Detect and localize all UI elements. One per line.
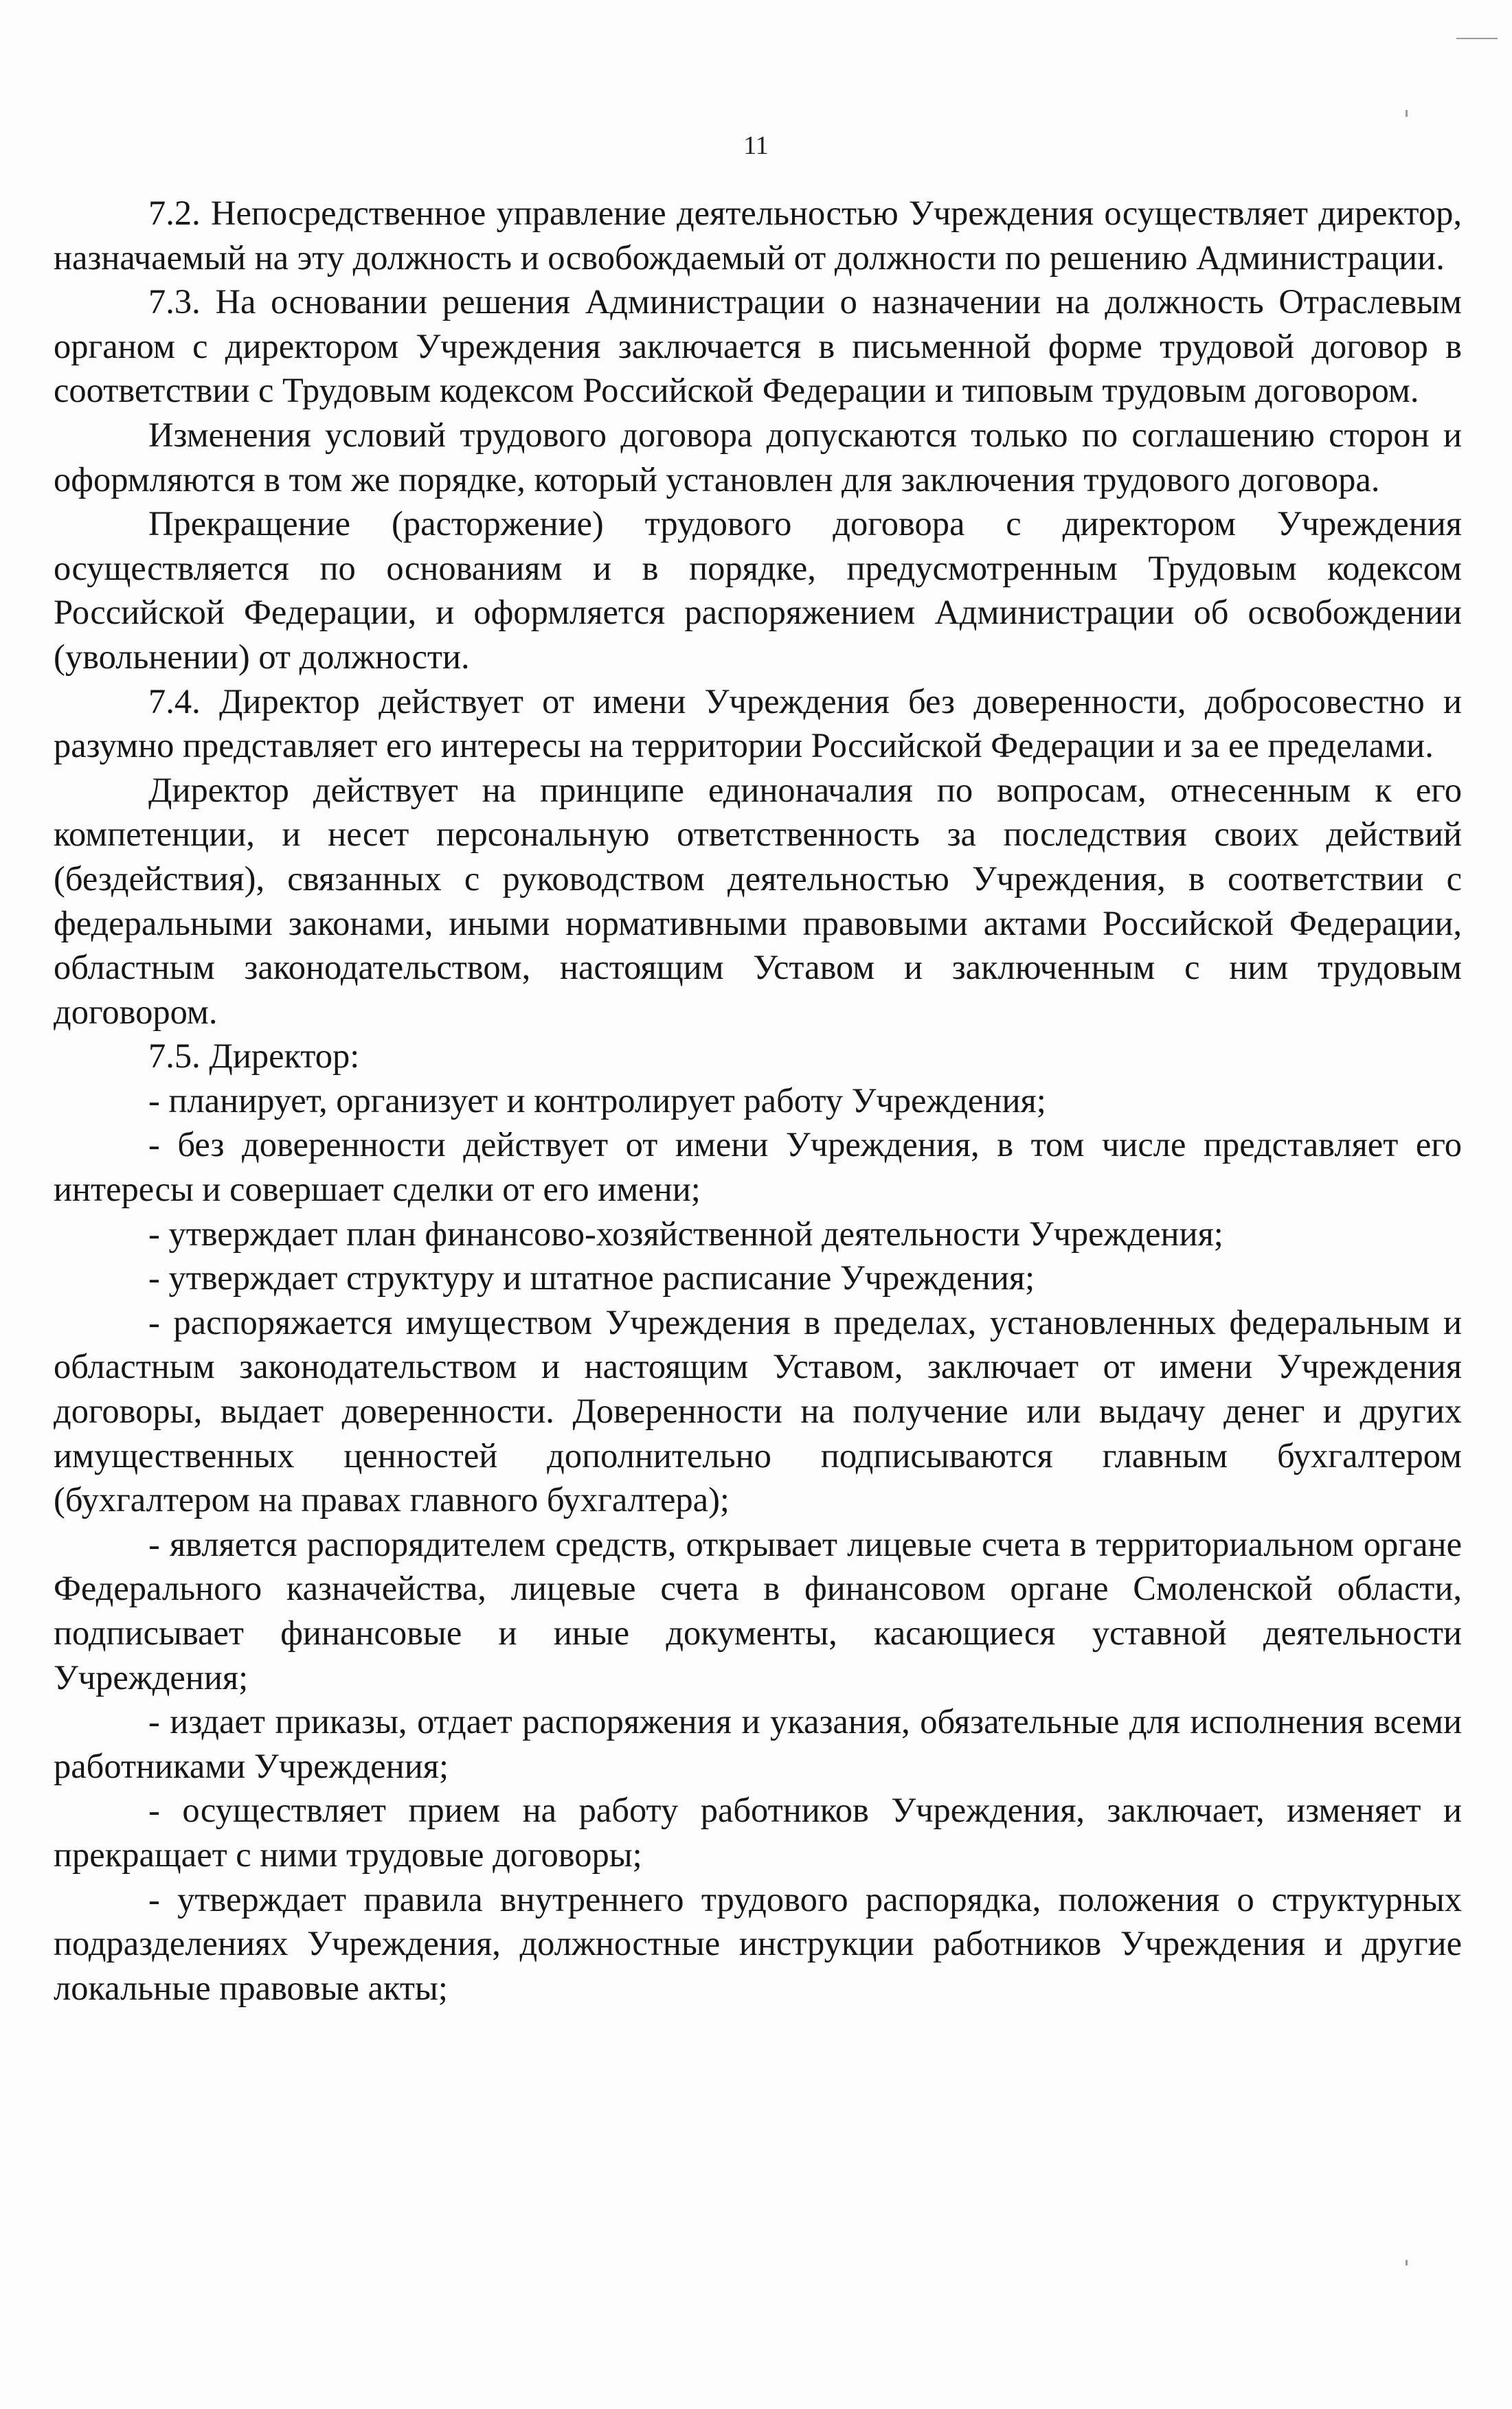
paragraph-director-responsibility: Директор действует на принципе единоначалия по вопросам, отнесенным к его компетенции, и несет персональную ответственность за последствия своих действий (бездействия), связанных с руководством деятельностью Учреждения, в соответствии с федеральными законами, иными нормативными правовыми актами Российской Федерации, областным законодательством, настоящим Уставом и заключенным с ним трудовым договором.	[54, 770, 1462, 1031]
scan-edge-mark	[1406, 2260, 1408, 2265]
list-item-approves-plan: - утверждает план финансово-хозяйственной деятельности Учреждения;	[148, 1214, 1223, 1253]
list-item-plans-work: - планирует, организует и контролирует работу Учреждения;	[148, 1081, 1046, 1120]
paragraph-contract-termination: Прекращение (расторжение) трудового договора с директором Учреждения осуществляется по основаниям и в порядке, предусмотренным Трудовым кодексом Российской Федерации, и оформляется распоряжением Администрации об освобождении (увольнении) от должности.	[54, 504, 1462, 676]
list-item-issues-orders: - издает приказы, отдает распоряжения и указания, обязательные для исполнения всеми работниками Учреждения;	[54, 1702, 1462, 1785]
paragraph-7-4: 7.4. Директор действует от имени Учреждения без доверенности, добросовестно и разумно представляет его интересы на территории Российской Федерации и за ее пределами.	[54, 681, 1462, 765]
list-item-manages-property: - распоряжается имуществом Учреждения в пределах, установленных федеральным и областным законодательством и настоящим Уставом, заключает от имени Учреждения договоры, выдает доверенности. Доверенности на получение или выдачу денег и других имущественных ценностей дополнительно подписываются главным бухгалтером (бухгалтером на правах главного бухгалтера);	[54, 1302, 1462, 1519]
scan-edge-mark	[1456, 38, 1498, 39]
document-body	[54, 191, 1462, 2010]
list-item-funds-manager: - является распорядителем средств, открывает лицевые счета в территориальном органе Федерального казначейства, лицевые счета в финансовом органе Смоленской области, подписывает финансовые и иные документы, касающиеся уставной деятельности Учреждения;	[54, 1524, 1462, 1697]
page-number: 11	[743, 131, 769, 160]
list-item-hires-employees: - осуществляет прием на работу работников Учреждения, заключает, изменяет и прекращает с ними трудовые договоры;	[54, 1791, 1462, 1874]
paragraph-7-5: 7.5. Директор:	[148, 1037, 360, 1076]
list-item-approves-structure: - утверждает структуру и штатное расписание Учреждения;	[148, 1258, 1035, 1298]
list-item-acts-without-proxy: - без доверенности действует от имени Учреждения, в том числе представляет его интересы и совершает сделки от его имени;	[54, 1125, 1462, 1209]
scan-edge-mark	[1406, 110, 1408, 117]
list-item-approves-rules: - утверждает правила внутреннего трудового распорядка, положения о структурных подразделениях Учреждения, должностные инструкции работников Учреждения и другие локальные правовые акты;	[54, 1879, 1462, 2007]
paragraph-7-2: 7.2. Непосредственное управление деятельностью Учреждения осуществляет директор, назначаемый на эту должность и освобождаемый от должности по решению Администрации.	[54, 194, 1462, 277]
paragraph-contract-changes: Изменения условий трудового договора допускаются только по соглашению сторон и оформляются в том же порядке, который установлен для заключения трудового договора.	[54, 415, 1462, 499]
paragraph-7-3: 7.3. На основании решения Администрации о назначении на должность Отраслевым органом с директором Учреждения заключается в письменной форме трудовой договор в соответствии с Трудовым кодексом Российской Федерации и типовым трудовым договором.	[54, 282, 1462, 410]
